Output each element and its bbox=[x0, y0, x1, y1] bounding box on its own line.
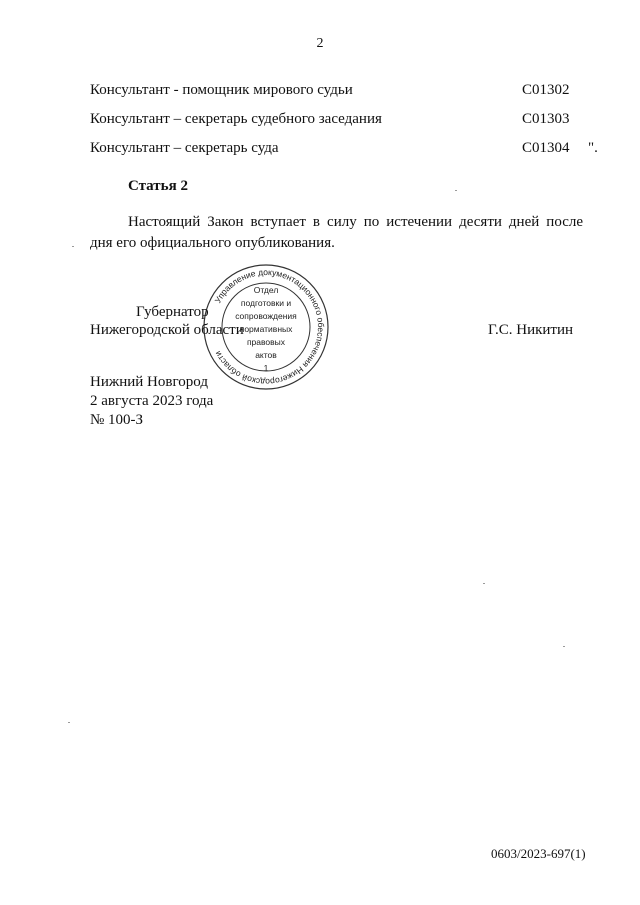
article-body bbox=[90, 212, 583, 254]
document-reference: 0603/2023-697(1) bbox=[491, 846, 586, 861]
scan-speck bbox=[563, 646, 565, 647]
article-body-line: Настоящий Закон вступает в силу по истечении десяти дней после bbox=[128, 214, 583, 230]
stamp-center-line: правовых bbox=[246, 337, 286, 347]
stamp-center-line: 1 bbox=[263, 363, 269, 373]
position-title: Консультант - помощник мирового судьи bbox=[90, 82, 353, 98]
page-number: 2 bbox=[316, 36, 324, 51]
scan-speck bbox=[72, 246, 74, 247]
scan-speck bbox=[483, 583, 485, 584]
stamp-center-line: нормативных bbox=[239, 324, 293, 334]
signatory-name: Г.С. Никитин bbox=[488, 322, 574, 338]
position-title: Консультант – секретарь суда bbox=[90, 140, 279, 156]
article-body-line: дня его официального опубликования. bbox=[90, 235, 335, 251]
scan-speck bbox=[455, 190, 457, 191]
place-city: Нижний Новгород bbox=[90, 374, 208, 390]
stamp-ring-text: Управление документационного обеспечения Нижегородской области bbox=[212, 266, 327, 388]
closing-quote: ". bbox=[588, 140, 598, 156]
position-title: Консультант – секретарь судебного заседания bbox=[90, 111, 382, 127]
stamp-center-line: актов bbox=[255, 350, 277, 360]
stamp-center-line: Отдел bbox=[253, 285, 279, 295]
position-code: С01303 bbox=[522, 111, 570, 127]
signing-date: 2 августа 2023 года bbox=[90, 393, 214, 409]
position-code: С01304 bbox=[522, 140, 570, 156]
signatory-position: Губернатор bbox=[136, 304, 209, 320]
article-title: Статья 2 bbox=[128, 178, 188, 194]
scan-speck bbox=[68, 722, 70, 723]
place-date-block bbox=[90, 373, 213, 430]
stamp-center-line: подготовки и bbox=[240, 298, 292, 308]
law-number: № 100-З bbox=[90, 412, 144, 428]
stamp-center-line: сопровождения bbox=[235, 311, 297, 321]
position-code: С01302 bbox=[522, 82, 570, 98]
signatory-position: Нижегородской области bbox=[90, 322, 244, 338]
